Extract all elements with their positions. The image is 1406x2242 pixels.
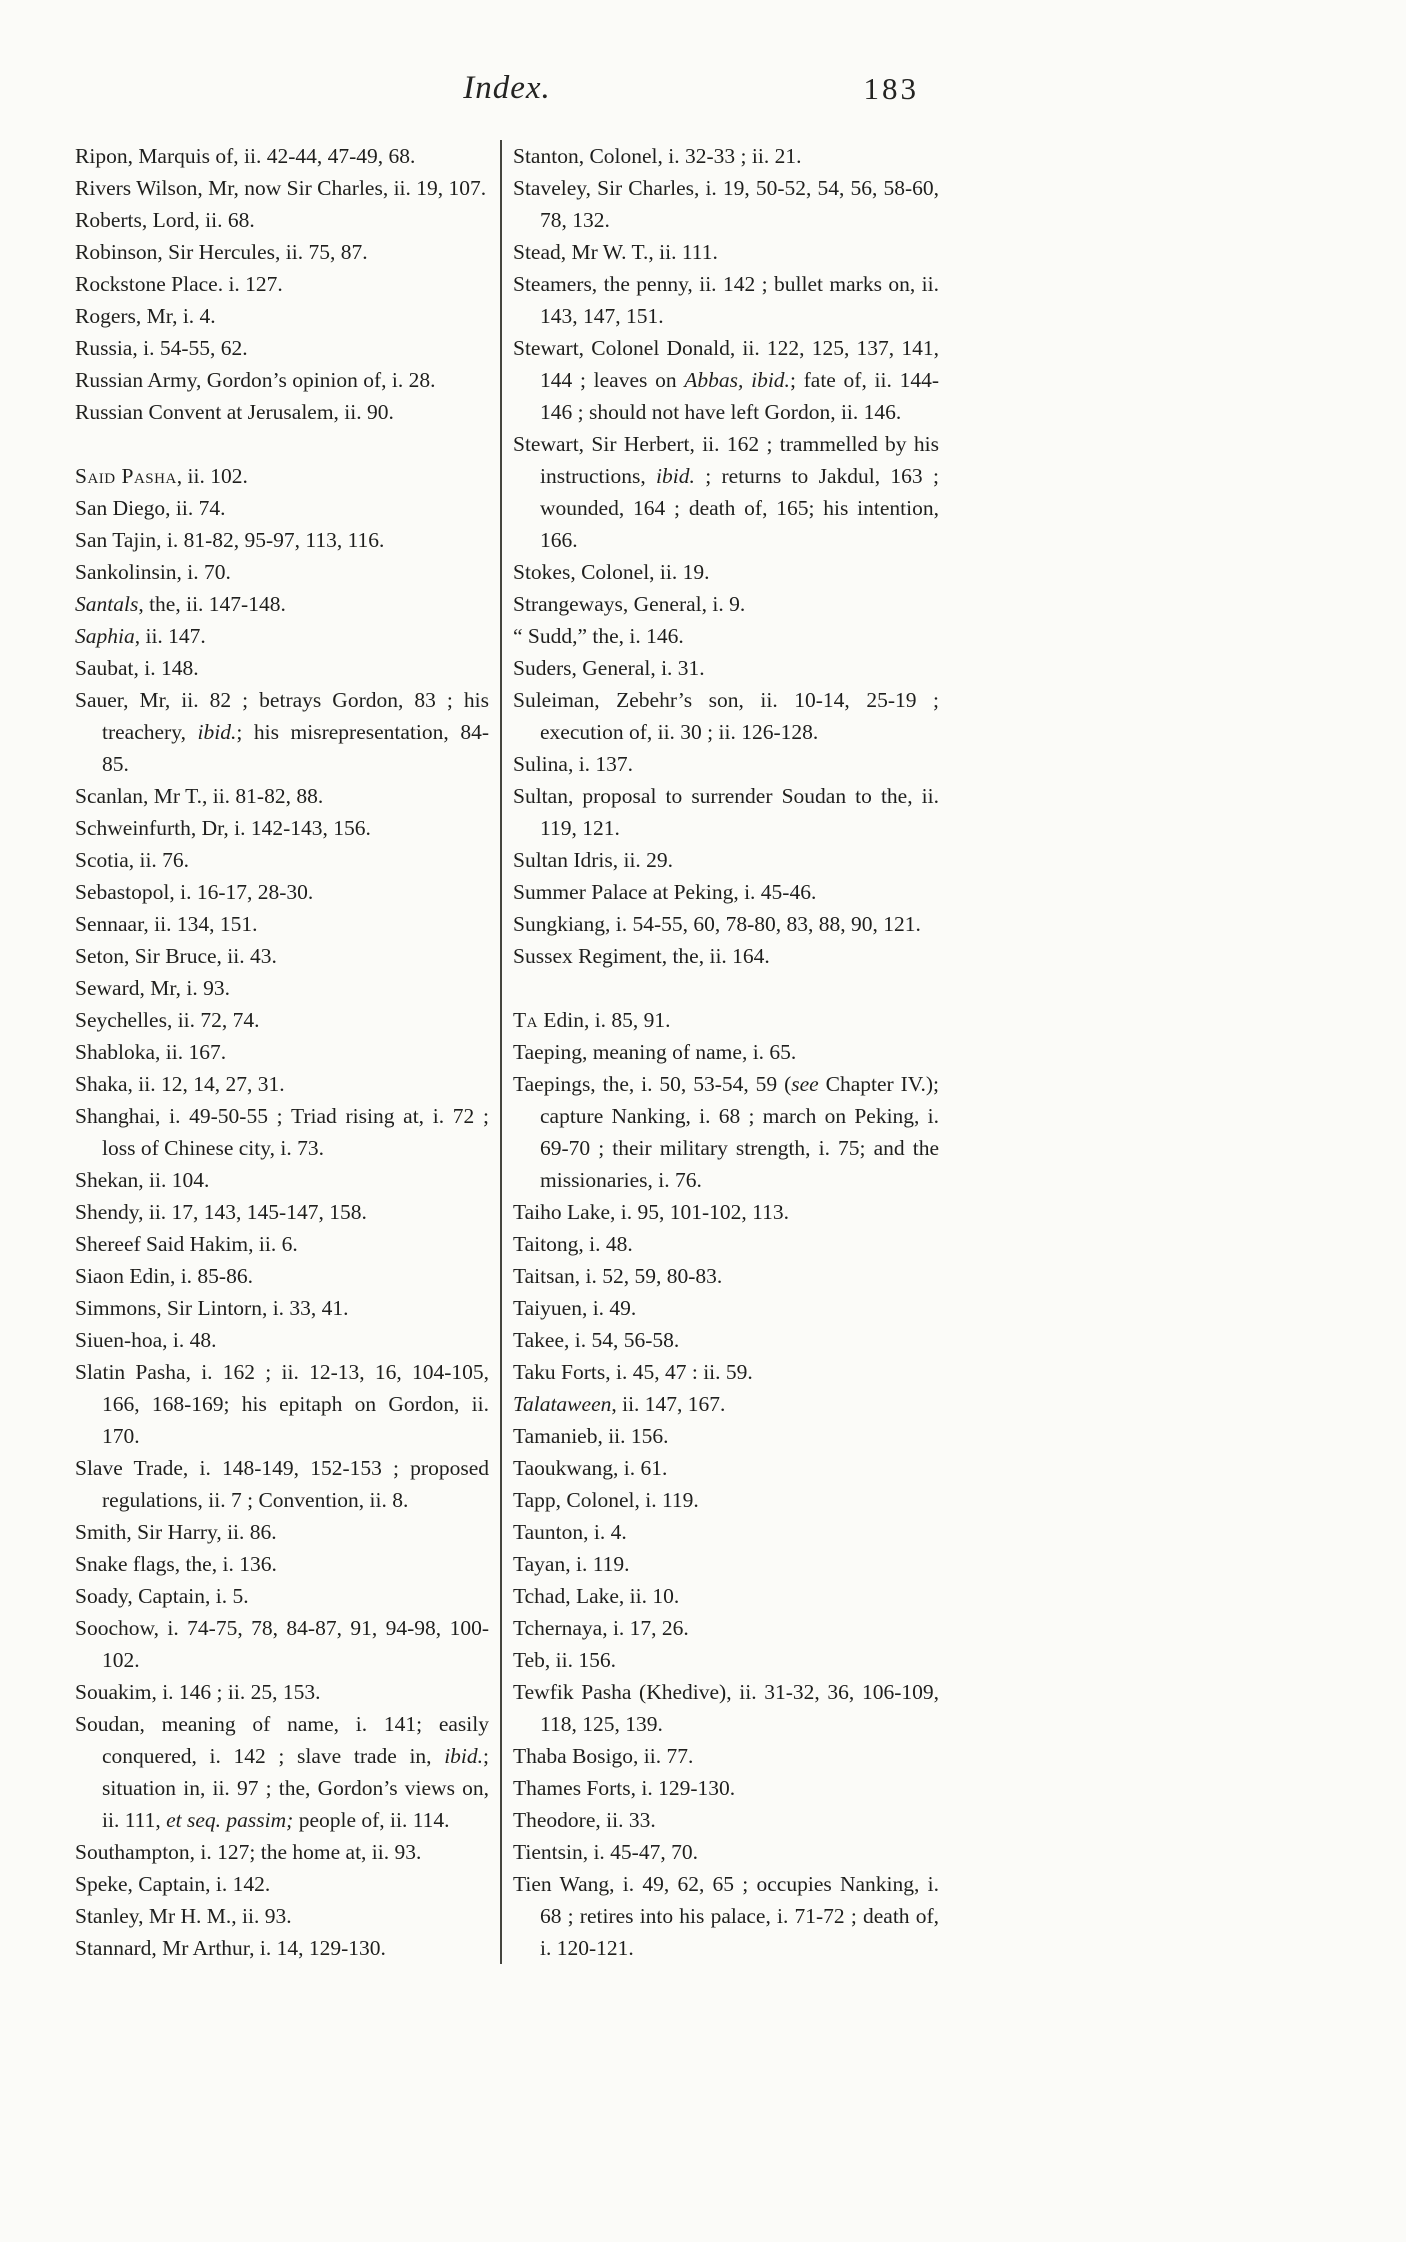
index-entry: Soochow, i. 74-75, 78, 84-87, 91, 94-98, 100-102. [75,1616,489,1672]
index-entry: Suders, General, i. 31. [513,656,705,680]
index-entry: Seward, Mr, i. 93. [75,976,230,1000]
index-columns [75,140,939,1964]
index-entry: Russian Army, Gordon’s opinion of, i. 28. [75,368,436,392]
index-entry: Santals, the, ii. 147-148. [75,592,286,616]
index-entry: Rivers Wilson, Mr, now Sir Charles, ii. 19, 107. [75,176,487,200]
page-number: 183 [863,71,919,106]
index-entry: Ta Edin, i. 85, 91. [513,1008,671,1032]
index-entry: Thames Forts, i. 129-130. [513,1776,736,1800]
index-entry: Stanley, Mr H. M., ii. 93. [75,1904,292,1928]
index-entry: Tapp, Colonel, i. 119. [513,1488,699,1512]
index-entry: Sulina, i. 137. [513,752,634,776]
index-column-right [513,140,939,1964]
index-entry: Tewfik Pasha (Khedive), ii. 31-32, 36, 106-109, 118, 125, 139. [513,1680,939,1736]
index-entry: Theodore, ii. 33. [513,1808,656,1832]
index-entry: Staveley, Sir Charles, i. 19, 50-52, 54, 56, 58-60, 78, 132. [513,176,939,232]
index-entry: Shendy, ii. 17, 143, 145-147, 158. [75,1200,367,1224]
index-entry: Tayan, i. 119. [513,1552,630,1576]
index-entry: Slatin Pasha, i. 162 ; ii. 12-13, 16, 104-105, 166, 168-169; his epitaph on Gordon, ii. 170. [75,1360,489,1448]
index-entry: Seton, Sir Bruce, ii. 43. [75,944,277,968]
page-header [75,70,939,120]
index-entry: Rockstone Place. i. 127. [75,272,283,296]
index-entry: Sungkiang, i. 54-55, 60, 78-80, 83, 88, 90, 121. [513,912,921,936]
index-entry: Robinson, Sir Hercules, ii. 75, 87. [75,240,368,264]
index-entry: Taiyuen, i. 49. [513,1296,637,1320]
index-entry: Schweinfurth, Dr, i. 142-143, 156. [75,816,371,840]
index-entry: Said Pasha, ii. 102. [75,464,248,488]
index-entry: Steamers, the penny, ii. 142 ; bullet marks on, ii. 143, 147, 151. [513,272,939,328]
index-entry: Taitong, i. 48. [513,1232,633,1256]
index-entry: Talataween, ii. 147, 167. [513,1392,726,1416]
index-entry: Shanghai, i. 49-50-55 ; Triad rising at, i. 72 ; loss of Chinese city, i. 73. [75,1104,489,1160]
index-entry: Taiho Lake, i. 95, 101-102, 113. [513,1200,789,1224]
index-entry: Shereef Said Hakim, ii. 6. [75,1232,298,1256]
index-column-left [75,140,489,1964]
index-entry: Taoukwang, i. 61. [513,1456,668,1480]
index-entry: Taitsan, i. 52, 59, 80-83. [513,1264,723,1288]
column-divider [489,140,513,1964]
page-title: Index. [463,70,551,106]
index-entry: Shekan, ii. 104. [75,1168,210,1192]
index-entry: Tchad, Lake, ii. 10. [513,1584,680,1608]
index-entry: Siaon Edin, i. 85-86. [75,1264,253,1288]
index-entry: Tchernaya, i. 17, 26. [513,1616,689,1640]
index-entry: Shabloka, ii. 167. [75,1040,227,1064]
column-divider-rule [500,140,502,1964]
index-entry: Summer Palace at Peking, i. 45-46. [513,880,817,904]
index-entry: Stewart, Colonel Donald, ii. 122, 125, 137, 141, 144 ; leaves on Abbas, ibid.; fate of, ii. 144-146 ; should not have left Gordon, ii. 146. [513,336,939,424]
index-entry: Sauer, Mr, ii. 82 ; betrays Gordon, 83 ; his treachery, ibid.; his misrepresentation, 84-85. [75,688,489,776]
index-entry: Sennaar, ii. 134, 151. [75,912,258,936]
index-entry: Taunton, i. 4. [513,1520,627,1544]
index-entry: San Diego, ii. 74. [75,496,226,520]
index-entry: Sebastopol, i. 16-17, 28-30. [75,880,314,904]
index-entry: Stannard, Mr Arthur, i. 14, 129-130. [75,1936,386,1960]
index-entry: Russian Convent at Jerusalem, ii. 90. [75,400,394,424]
index-entry: Takee, i. 54, 56-58. [513,1328,680,1352]
index-entry: Simmons, Sir Lintorn, i. 33, 41. [75,1296,349,1320]
index-entry: Suleiman, Zebehr’s son, ii. 10-14, 25-19 ; execution of, ii. 30 ; ii. 126-128. [513,688,939,744]
index-entry: Sultan, proposal to surrender Soudan to the, ii. 119, 121. [513,784,939,840]
index-entry: Slave Trade, i. 148-149, 152-153 ; proposed regulations, ii. 7 ; Convention, ii. 8. [75,1456,489,1512]
index-entry: Scanlan, Mr T., ii. 81-82, 88. [75,784,324,808]
index-entry: Taepings, the, i. 50, 53-54, 59 (see Chapter IV.); capture Nanking, i. 68 ; march on Peking, i. 69-70 ; their military strength, i. 75; and the missionaries, i. 76. [513,1072,939,1192]
index-entry: Smith, Sir Harry, ii. 86. [75,1520,277,1544]
index-entry: Roberts, Lord, ii. 68. [75,208,255,232]
index-entry: Teb, ii. 156. [513,1648,616,1672]
index-entry: Speke, Captain, i. 142. [75,1872,271,1896]
index-entry: Siuen-hoa, i. 48. [75,1328,217,1352]
index-entry: Taeping, meaning of name, i. 65. [513,1040,797,1064]
index-entry: Stead, Mr W. T., ii. 111. [513,240,718,264]
index-entry: Rogers, Mr, i. 4. [75,304,216,328]
index-entry: Soady, Captain, i. 5. [75,1584,249,1608]
page-content [75,70,939,1964]
index-entry: Tamanieb, ii. 156. [513,1424,669,1448]
index-entry: Soudan, meaning of name, i. 141; easily conquered, i. 142 ; slave trade in, ibid.; situation in, ii. 97 ; the, Gordon’s views on, ii. 111, et seq. passim; people of, ii. 114. [75,1712,489,1832]
index-entry: Ripon, Marquis of, ii. 42-44, 47-49, 68. [75,144,416,168]
index-entry: Sussex Regiment, the, ii. 164. [513,944,770,968]
index-entry: Strangeways, General, i. 9. [513,592,746,616]
index-entry: Russia, i. 54-55, 62. [75,336,248,360]
index-entry: Saphia, ii. 147. [75,624,206,648]
index-entry: Stanton, Colonel, i. 32-33 ; ii. 21. [513,144,802,168]
index-entry: Stewart, Sir Herbert, ii. 162 ; trammelled by his instructions, ibid. ; returns to Jakdul, 163 ; wounded, 164 ; death of, 165; his intention, 166. [513,432,939,552]
index-entry: Seychelles, ii. 72, 74. [75,1008,260,1032]
index-entry: Stokes, Colonel, ii. 19. [513,560,710,584]
index-entry: Scotia, ii. 76. [75,848,190,872]
index-entry: Southampton, i. 127; the home at, ii. 93. [75,1840,422,1864]
index-entry: Snake flags, the, i. 136. [75,1552,277,1576]
index-entry: Souakim, i. 146 ; ii. 25, 153. [75,1680,321,1704]
index-entry: Shaka, ii. 12, 14, 27, 31. [75,1072,285,1096]
index-entry: “ Sudd,” the, i. 146. [513,624,684,648]
index-entry: Saubat, i. 148. [75,656,199,680]
index-entry: Tientsin, i. 45-47, 70. [513,1840,698,1864]
index-entry: Sankolinsin, i. 70. [75,560,231,584]
index-entry: Taku Forts, i. 45, 47 : ii. 59. [513,1360,753,1384]
index-entry: Tien Wang, i. 49, 62, 65 ; occupies Nanking, i. 68 ; retires into his palace, i. 71-72 ; death of, i. 120-121. [513,1872,939,1960]
index-entry: Sultan Idris, ii. 29. [513,848,674,872]
index-entry: San Tajin, i. 81-82, 95-97, 113, 116. [75,528,385,552]
index-entry: Thaba Bosigo, ii. 77. [513,1744,694,1768]
